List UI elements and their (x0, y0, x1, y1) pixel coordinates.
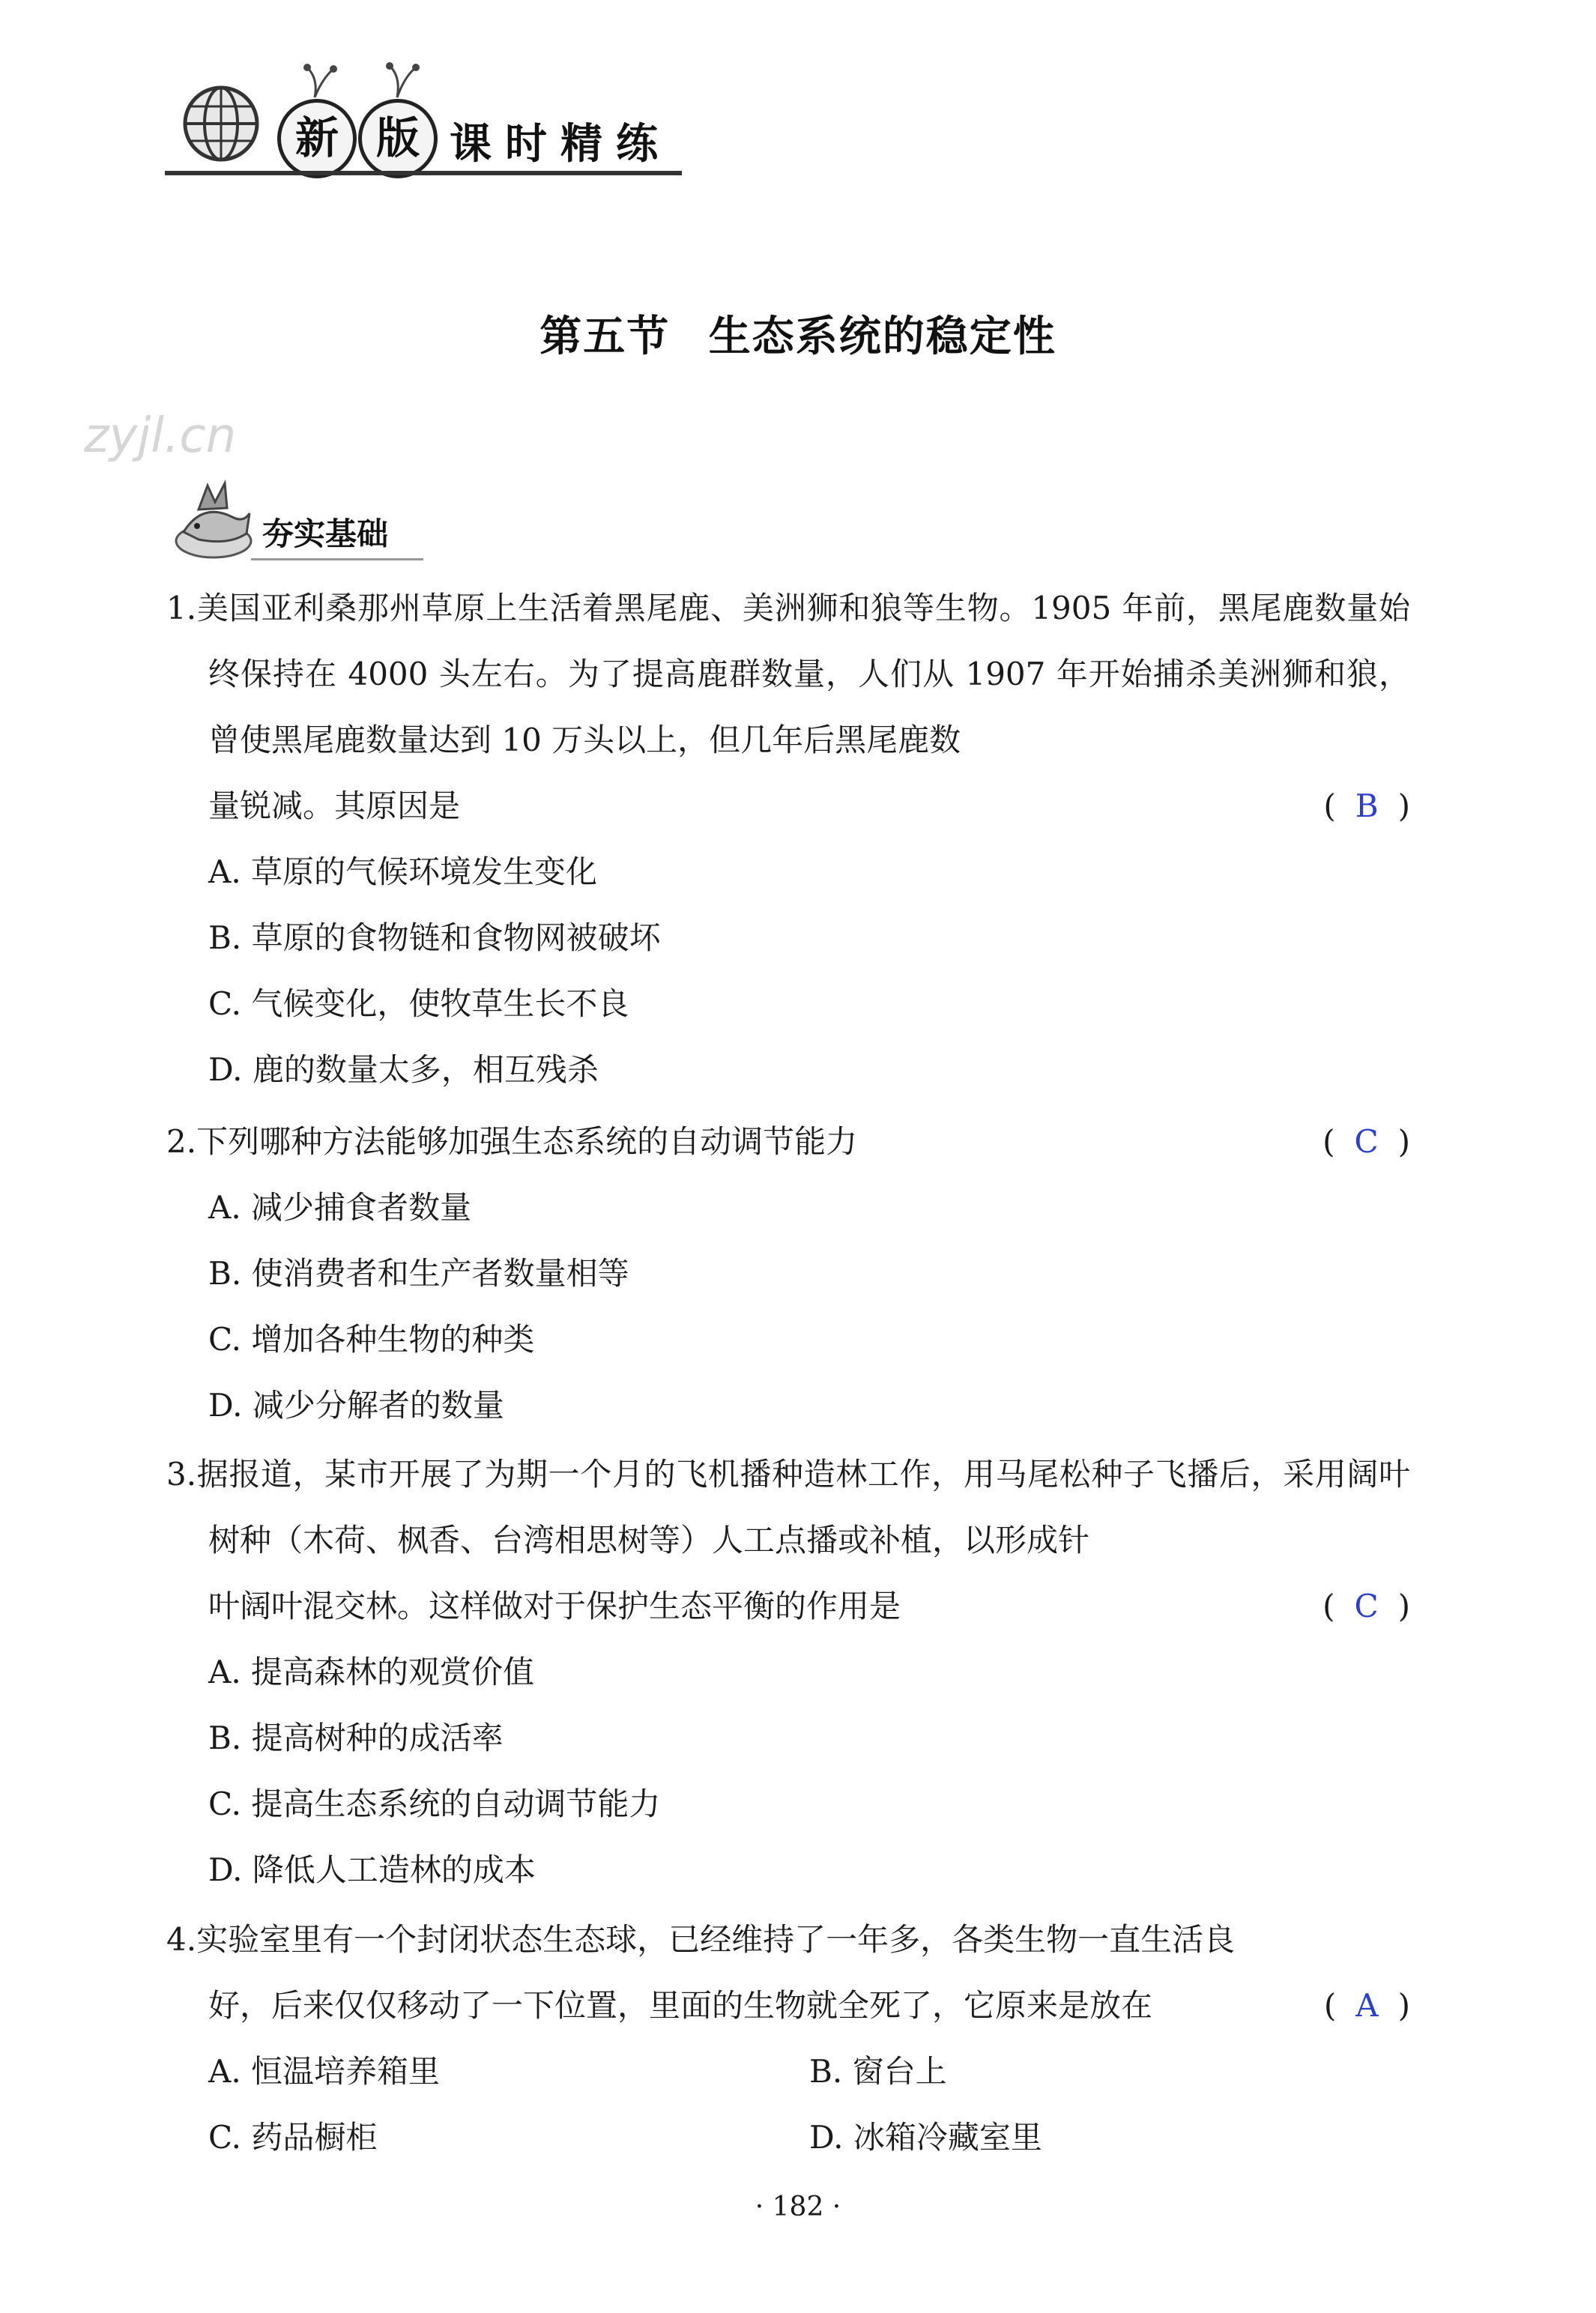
question-4 (166, 1907, 1410, 2171)
answer-bracket: ( C ) (1323, 1123, 1410, 1160)
options-row (166, 2039, 1410, 2105)
option-a: A. 减少捕食者数量 (208, 1189, 472, 1226)
question-stem-last-line (166, 1109, 1410, 1175)
question-3 (166, 1442, 1410, 1903)
section-label: 夯实基础 (262, 515, 389, 552)
question-stem-end: 2.下列哪种方法能够加强生态系统的自动调节能力 (166, 1123, 858, 1160)
book-header (165, 52, 682, 172)
option-d: D. 冰箱冷藏室里 (809, 2119, 1042, 2156)
fish-illustration-icon (169, 480, 259, 566)
option-b: B. 使消费者和生产者数量相等 (208, 1255, 629, 1292)
answer-letter: C (1354, 1588, 1379, 1624)
option-d: D. 减少分解者的数量 (208, 1387, 504, 1424)
option-c: C. 气候变化，使牧草生长不良 (208, 985, 629, 1022)
globe-logo-icon (180, 82, 262, 165)
page-title: 第五节 生态系统的稳定性 (539, 312, 1057, 361)
answer-letter: C (1354, 1123, 1379, 1160)
question-stem-last-line (166, 1573, 1410, 1639)
answer-bracket: ( B ) (1323, 787, 1410, 824)
question-stem: 1.美国亚利桑那州草原上生活着黑尾鹿、美洲狮和狼等生物。1905 年前，黑尾鹿数量始终保持在 4000 头左右。为了提高鹿群数量，人们从 1907 年开始捕杀美洲狮和狼，曾使黑尾鹿数量达到 10 万头以上，但几年后黑尾鹿数 (166, 590, 1410, 758)
option-c: C. 药品橱柜 (208, 2119, 378, 2156)
section-divider (251, 558, 423, 560)
option-b: B. 窗台上 (809, 2053, 947, 2090)
option-c: C. 提高生态系统的自动调节能力 (208, 1786, 661, 1822)
watermark: zyjl.cn (84, 408, 237, 464)
question-stem-end: 量锐减。其原因是 (208, 787, 461, 824)
option-a: A. 草原的气候环境发生变化 (208, 853, 598, 890)
answer-letter: A (1355, 1987, 1379, 2024)
question-stem-end: 好，后来仅仅移动了一下位置，里面的生物就全死了，它原来是放在 (208, 1987, 1153, 2024)
option-a: A. 提高森林的观赏价值 (208, 1654, 535, 1690)
decoration-sprouts-icon (285, 60, 510, 101)
option-d: D. 鹿的数量太多，相互残杀 (208, 1051, 599, 1088)
answer-letter: B (1355, 787, 1379, 824)
option-b: B. 草原的食物链和食物网被破坏 (208, 919, 661, 956)
question-stem: 4.实验室里有一个封闭状态生态球，已经维持了一年多，各类生物一直生活良 (166, 1921, 1236, 1958)
option-c: C. 增加各种生物的种类 (208, 1321, 535, 1358)
header-badge-new: 新 (277, 99, 357, 178)
answer-bracket: ( C ) (1323, 1588, 1410, 1624)
question-2 (166, 1109, 1410, 1439)
option-a: A. 恒温培养箱里 (208, 2053, 441, 2090)
question-stem-last-line (166, 1973, 1410, 2039)
question-stem-end: 叶阔叶混交林。这样做对于保护生态平衡的作用是 (208, 1588, 901, 1624)
page-number: · 182 · (755, 2192, 841, 2222)
header-badge-edition: 版 (358, 99, 438, 178)
question-1 (166, 575, 1410, 1103)
answer-bracket: ( A ) (1323, 1987, 1410, 2024)
question-stem: 3.据报道，某市开展了为期一个月的飞机播种造林工作，用马尾松种子飞播后，采用阔叶树种（木荷、枫香、台湾相思树等）人工点播或补植，以形成针 (166, 1456, 1410, 1558)
header-subtitle: 课时精练 (450, 120, 671, 169)
options-row (166, 2105, 1410, 2171)
question-stem-last-line (166, 773, 1410, 839)
option-d: D. 降低人工造林的成本 (208, 1851, 536, 1888)
header-divider (165, 171, 682, 175)
option-b: B. 提高树种的成活率 (208, 1720, 504, 1756)
section-heading (169, 480, 423, 569)
